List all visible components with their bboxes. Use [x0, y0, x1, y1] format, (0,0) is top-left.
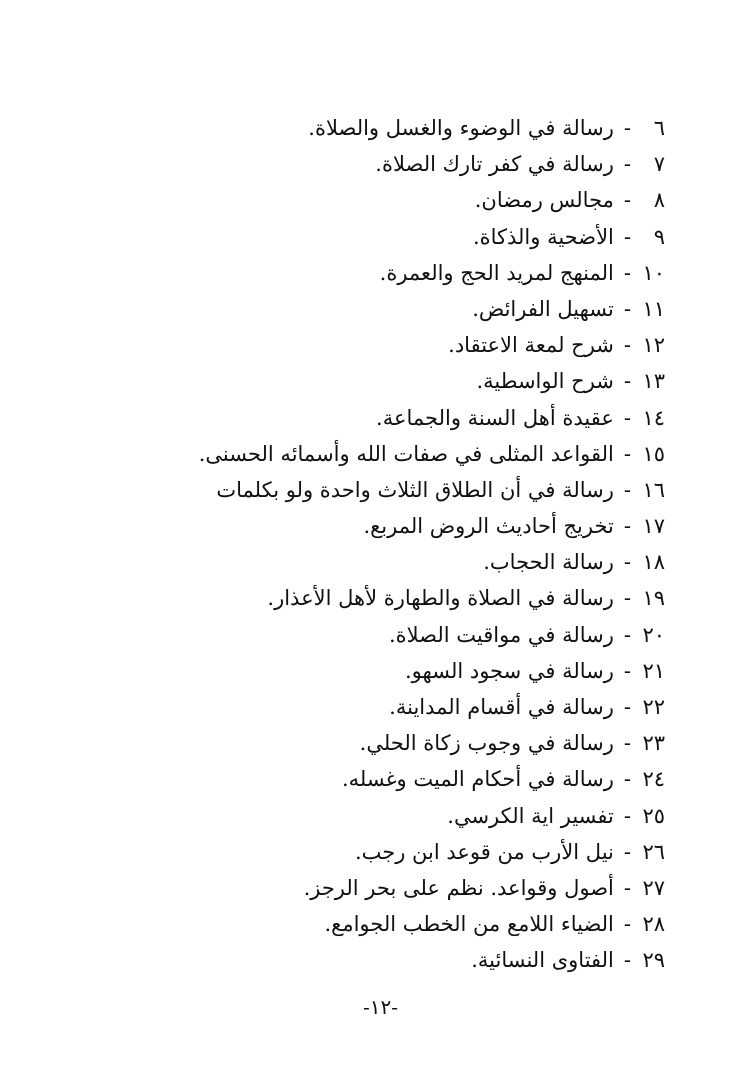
item-number: ٢٥: [642, 803, 665, 828]
item-number: ٢٢: [642, 695, 665, 719]
list-item: ٦-رسالة في الوضوء والغسل والصلاة.: [105, 110, 665, 146]
item-number: ١١: [642, 296, 665, 321]
works-list: [105, 110, 665, 979]
list-item: ٢٨-الضياء اللامع من الخطب الجوامع.: [105, 906, 665, 942]
item-title: رسالة في وجوب زكاة الحلي.: [359, 731, 614, 756]
item-title: المنهج لمريد الحج والعمرة.: [379, 260, 614, 285]
item-number: ١٢: [642, 333, 665, 358]
item-title: عقيدة أهل السنة والجماعة.: [376, 405, 614, 430]
list-item: ١٠-المنهج لمريد الحج والعمرة.: [105, 255, 665, 291]
item-title: الأضحية والذكاة.: [472, 224, 614, 249]
item-number: ١٩: [642, 586, 665, 611]
list-item: ١٨-رسالة الحجاب.: [105, 544, 665, 580]
item-number: ١٤: [642, 405, 665, 430]
item-number: ٢١: [642, 658, 665, 683]
list-item: ٢٥-تفسير اية الكرسي.: [105, 798, 665, 834]
list-item: ٨-مجالس رمضان.: [105, 182, 665, 218]
item-title: الضياء اللامع من الخطب الجوامع.: [324, 912, 614, 937]
page-footer: [0, 995, 741, 1019]
item-number: ٢٠: [642, 622, 665, 647]
list-item: ٢٤-رسالة في أحكام الميت وغسله.: [105, 761, 665, 797]
item-title: رسالة في الوضوء والغسل والصلاة.: [308, 116, 614, 140]
item-number: ١٦: [642, 477, 665, 502]
item-title: نيل الأرب من قوعد ابن رجب.: [354, 839, 614, 864]
item-number: ٢٨: [642, 912, 665, 937]
list-item: ٢٩-الفتاوى النسائية.: [105, 942, 665, 978]
item-title: رسالة في الصلاة والطهارة لأهل الأعذار.: [267, 586, 614, 611]
list-item: ٧-رسالة في كفر تارك الصلاة.: [105, 146, 665, 182]
list-item: ١٩-رسالة في الصلاة والطهارة لأهل الأعذار.: [105, 580, 665, 616]
item-title: رسالة في أحكام الميت وغسله.: [341, 767, 614, 792]
item-title: القواعد المثلى في صفات الله وأسمائه الحسنى.: [198, 441, 614, 466]
list-item: ١٧-تخريج أحاديث الروض المربع.: [105, 508, 665, 544]
list-item: ١٥-القواعد المثلى في صفات الله وأسمائه الحسنى.: [105, 436, 665, 472]
item-number: ٨: [653, 188, 665, 213]
item-title: تفسير اية الكرسي.: [447, 803, 614, 828]
item-title: رسالة في أقسام المداينة.: [389, 695, 614, 719]
item-title: رسالة في أن الطلاق الثلاث واحدة ولو بكلمات: [216, 477, 614, 502]
item-title: شرح لمعة الاعتقاد.: [448, 333, 614, 358]
item-title: مجالس رمضان.: [474, 188, 614, 213]
page-number: -١٢-: [362, 995, 398, 1019]
list-item: ٢٧-أصول وقواعد. نظم على بحر الرجز.: [105, 870, 665, 906]
item-title: رسالة الحجاب.: [483, 550, 614, 575]
item-number: ١٥: [642, 441, 665, 466]
item-number: ٢٤: [642, 767, 665, 792]
item-number: ٢٩: [642, 948, 665, 973]
item-number: ١٣: [642, 369, 665, 394]
list-item: ٩-الأضحية والذكاة.: [105, 219, 665, 255]
item-number: ١٠: [642, 260, 665, 285]
list-item: ٢٢-رسالة في أقسام المداينة.: [105, 689, 665, 725]
item-title: أصول وقواعد. نظم على بحر الرجز.: [303, 875, 614, 900]
item-number: ١٧: [642, 514, 665, 539]
list-item: ١٦-رسالة في أن الطلاق الثلاث واحدة ولو بكلمات: [105, 472, 665, 508]
item-number: ١٨: [642, 550, 665, 575]
item-number: ٩: [653, 224, 665, 249]
item-number: ٢٧: [642, 875, 665, 900]
item-title: شرح الواسطية.: [476, 369, 614, 394]
item-title: الفتاوى النسائية.: [471, 948, 614, 973]
list-item: ٢١-رسالة في سجود السهو.: [105, 653, 665, 689]
list-item: ١١-تسهيل الفرائض.: [105, 291, 665, 327]
list-item: ٢٦-نيل الأرب من قوعد ابن رجب.: [105, 834, 665, 870]
item-number: ٢٣: [642, 731, 665, 756]
item-title: تخريج أحاديث الروض المربع.: [363, 514, 614, 539]
list-item: ١٢-شرح لمعة الاعتقاد.: [105, 327, 665, 363]
list-item: ٢٠-رسالة في مواقيت الصلاة.: [105, 617, 665, 653]
item-number: ٧: [653, 152, 665, 177]
item-title: رسالة في سجود السهو.: [405, 658, 614, 683]
item-title: رسالة في كفر تارك الصلاة.: [375, 152, 614, 177]
list-item: ١٣-شرح الواسطية.: [105, 363, 665, 399]
item-number: ٢٦: [642, 839, 665, 864]
list-item: ١٤-عقيدة أهل السنة والجماعة.: [105, 400, 665, 436]
list-item: ٢٣-رسالة في وجوب زكاة الحلي.: [105, 725, 665, 761]
item-number: ٦: [653, 116, 665, 140]
item-title: تسهيل الفرائض.: [472, 296, 614, 321]
item-title: رسالة في مواقيت الصلاة.: [388, 622, 614, 647]
